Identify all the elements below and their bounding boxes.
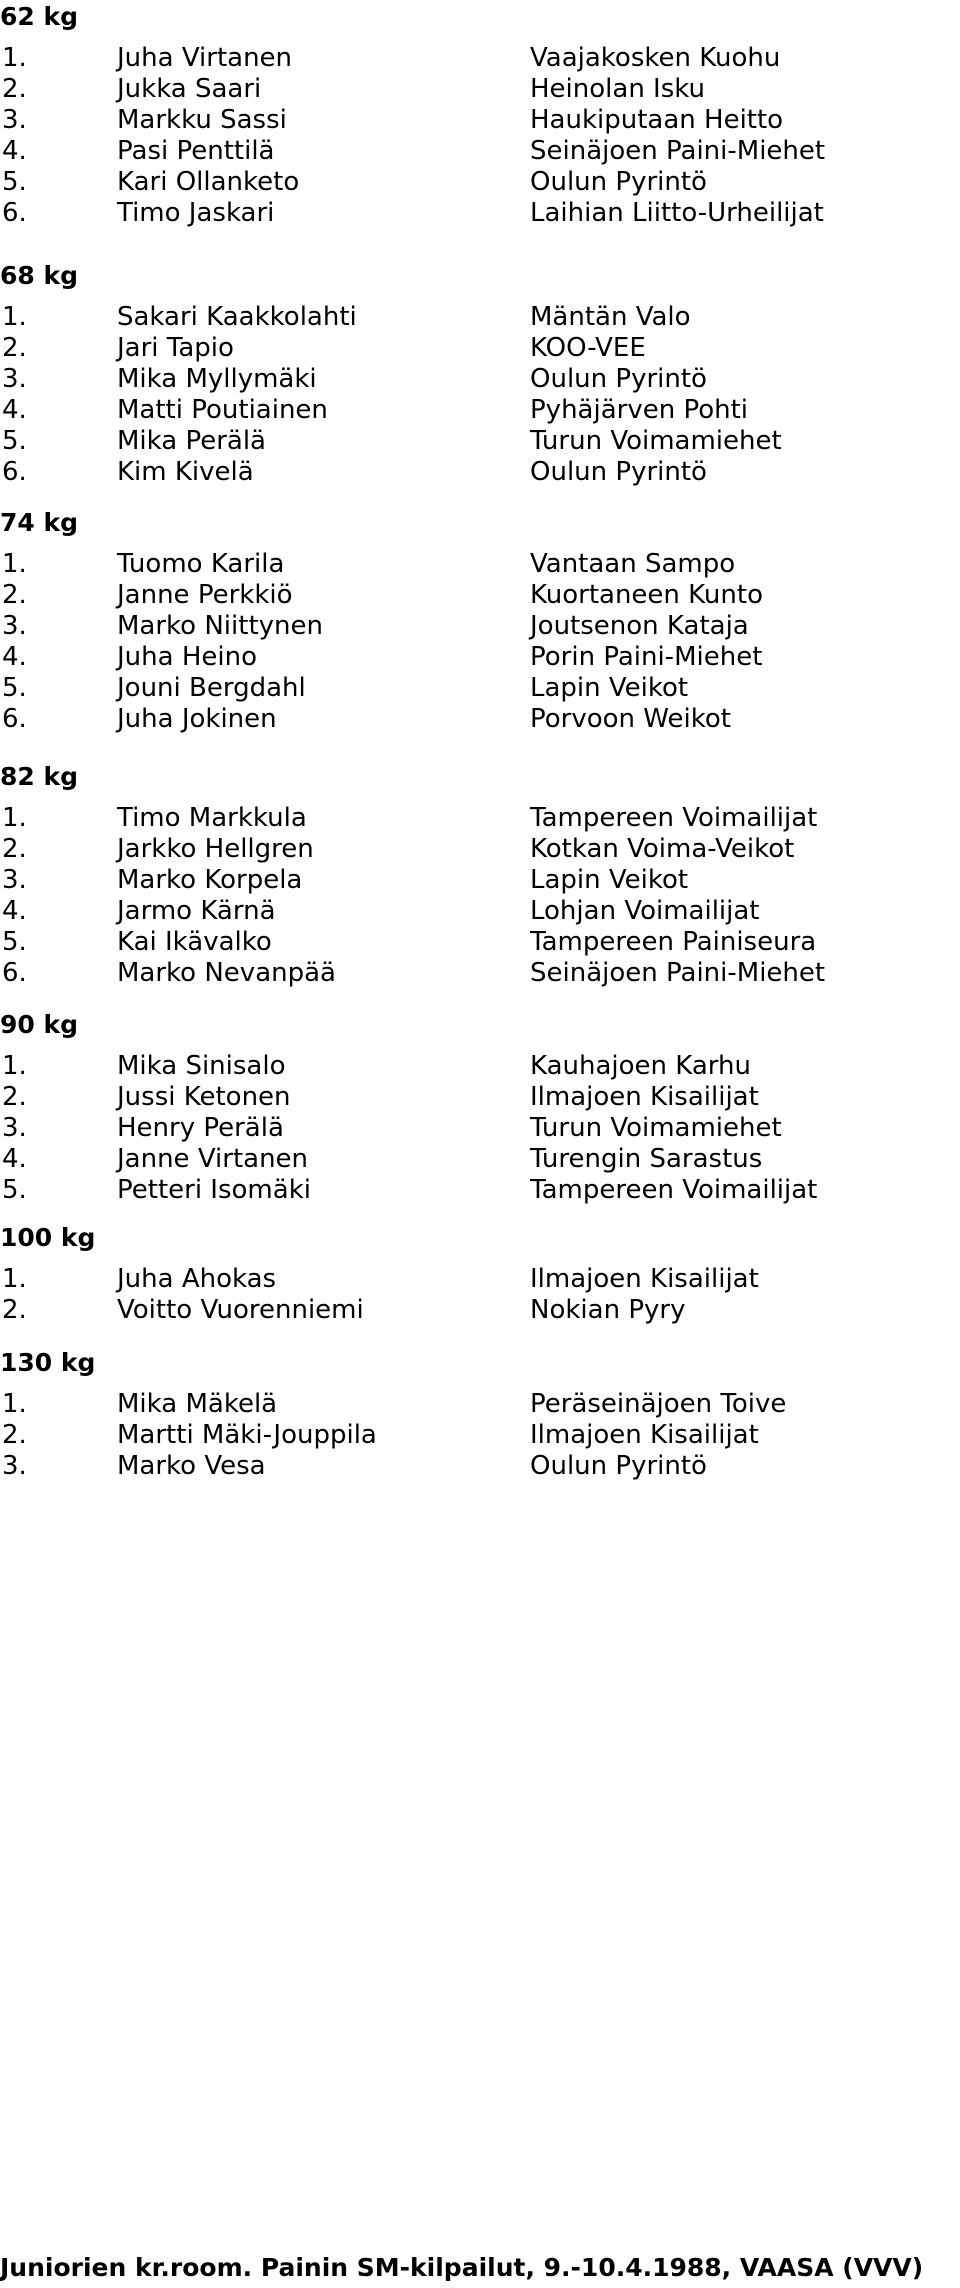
placement-rank: 2.	[2, 333, 27, 363]
placement-rank: 1.	[2, 549, 27, 579]
placement-rank: 3.	[2, 105, 27, 135]
weight-class-heading: 68 kg	[0, 261, 79, 290]
wrestler-name: Mika Sinisalo	[117, 1051, 286, 1081]
placement-rank: 2.	[2, 580, 27, 610]
club-name: Oulun Pyrintö	[530, 1451, 707, 1481]
club-name: Ilmajoen Kisailijat	[530, 1420, 759, 1450]
placement-rank: 4.	[2, 136, 27, 166]
wrestler-name: Kim Kivelä	[117, 457, 254, 487]
placement-rank: 1.	[2, 803, 27, 833]
wrestler-name: Kari Ollanketo	[117, 167, 300, 197]
placement-rank: 3.	[2, 1451, 27, 1481]
wrestler-name: Marko Vesa	[117, 1451, 266, 1481]
club-name: Tampereen Painiseura	[530, 927, 817, 957]
club-name: Oulun Pyrintö	[530, 457, 707, 487]
placement-rank: 4.	[2, 1144, 27, 1174]
wrestler-name: Mika Perälä	[117, 426, 266, 456]
document-footer: Juniorien kr.room. Painin SM-kilpailut, 9.-10.4.1988, VAASA (VVV)	[0, 2253, 924, 2282]
placement-rank: 3.	[2, 611, 27, 641]
club-name: Haukiputaan Heitto	[530, 105, 784, 135]
club-name: Oulun Pyrintö	[530, 364, 707, 394]
placement-rank: 5.	[2, 426, 27, 456]
club-name: Peräseinäjoen Toive	[530, 1389, 787, 1419]
club-name: Vaajakosken Kuohu	[530, 43, 781, 73]
wrestler-name: Tuomo Karila	[117, 549, 285, 579]
placement-rank: 6.	[2, 198, 27, 228]
placement-rank: 2.	[2, 834, 27, 864]
wrestler-name: Janne Virtanen	[117, 1144, 309, 1174]
club-name: Kotkan Voima-Veikot	[530, 834, 795, 864]
club-name: Seinäjoen Paini-Miehet	[530, 136, 826, 166]
wrestler-name: Mika Mäkelä	[117, 1389, 278, 1419]
weight-class-heading: 90 kg	[0, 1010, 79, 1039]
weight-class-heading: 62 kg	[0, 2, 79, 31]
result-row	[0, 950, 960, 996]
weight-class-heading: 100 kg	[0, 1223, 96, 1252]
club-name: Kuortaneen Kunto	[530, 580, 763, 610]
wrestler-name: Jukka Saari	[117, 74, 262, 104]
club-name: Ilmajoen Kisailijat	[530, 1082, 759, 1112]
placement-rank: 5.	[2, 673, 27, 703]
wrestler-name: Markku Sassi	[117, 105, 287, 135]
placement-rank: 5.	[2, 1175, 27, 1205]
wrestler-name: Marko Korpela	[117, 865, 303, 895]
wrestler-name: Juha Ahokas	[117, 1264, 277, 1294]
club-name: KOO-VEE	[530, 333, 646, 363]
wrestler-name: Jouni Bergdahl	[117, 673, 306, 703]
weight-class-heading: 130 kg	[0, 1348, 96, 1377]
placement-rank: 1.	[2, 1051, 27, 1081]
placement-rank: 5.	[2, 167, 27, 197]
placement-rank: 4.	[2, 642, 27, 672]
placement-rank: 2.	[2, 1420, 27, 1450]
wrestler-name: Juha Jokinen	[117, 704, 277, 734]
placement-rank: 1.	[2, 1389, 27, 1419]
wrestler-name: Jari Tapio	[117, 333, 234, 363]
wrestler-name: Timo Markkula	[117, 803, 307, 833]
club-name: Turun Voimamiehet	[530, 1113, 782, 1143]
wrestler-name: Petteri Isomäki	[117, 1175, 311, 1205]
wrestler-name: Marko Niittynen	[117, 611, 323, 641]
placement-rank: 3.	[2, 1113, 27, 1143]
club-name: Seinäjoen Paini-Miehet	[530, 958, 826, 988]
club-name: Ilmajoen Kisailijat	[530, 1264, 759, 1294]
placement-rank: 4.	[2, 395, 27, 425]
club-name: Mäntän Valo	[530, 302, 691, 332]
wrestler-name: Marko Nevanpää	[117, 958, 336, 988]
placement-rank: 1.	[2, 302, 27, 332]
placement-rank: 6.	[2, 704, 27, 734]
wrestler-name: Juha Heino	[117, 642, 257, 672]
result-row	[0, 696, 960, 742]
result-row	[0, 1443, 960, 1489]
wrestler-name: Timo Jaskari	[117, 198, 275, 228]
club-name: Kauhajoen Karhu	[530, 1051, 751, 1081]
club-name: Turengin Sarastus	[530, 1144, 763, 1174]
placement-rank: 1.	[2, 1264, 27, 1294]
club-name: Nokian Pyry	[530, 1295, 686, 1325]
wrestler-name: Matti Poutiainen	[117, 395, 328, 425]
club-name: Tampereen Voimailijat	[530, 803, 818, 833]
club-name: Porin Paini-Miehet	[530, 642, 763, 672]
wrestler-name: Sakari Kaakkolahti	[117, 302, 357, 332]
result-row	[0, 190, 960, 236]
wrestler-name: Pasi Penttilä	[117, 136, 275, 166]
placement-rank: 2.	[2, 74, 27, 104]
club-name: Vantaan Sampo	[530, 549, 736, 579]
placement-rank: 1.	[2, 43, 27, 73]
wrestler-name: Henry Perälä	[117, 1113, 284, 1143]
club-name: Porvoon Weikot	[530, 704, 731, 734]
club-name: Lapin Veikot	[530, 865, 689, 895]
wrestler-name: Jussi Ketonen	[117, 1082, 291, 1112]
club-name: Pyhäjärven Pohti	[530, 395, 749, 425]
wrestler-name: Kai Ikävalko	[117, 927, 272, 957]
wrestler-name: Jarmo Kärnä	[117, 896, 276, 926]
placement-rank: 6.	[2, 457, 27, 487]
placement-rank: 2.	[2, 1295, 27, 1325]
weight-class-heading: 74 kg	[0, 508, 79, 537]
placement-rank: 3.	[2, 364, 27, 394]
club-name: Lapin Veikot	[530, 673, 689, 703]
club-name: Joutsenon Kataja	[530, 611, 749, 641]
wrestler-name: Voitto Vuorenniemi	[117, 1295, 364, 1325]
club-name: Oulun Pyrintö	[530, 167, 707, 197]
placement-rank: 2.	[2, 1082, 27, 1112]
club-name: Heinolan Isku	[530, 74, 706, 104]
wrestler-name: Mika Myllymäki	[117, 364, 317, 394]
wrestler-name: Janne Perkkiö	[117, 580, 293, 610]
placement-rank: 3.	[2, 865, 27, 895]
placement-rank: 6.	[2, 958, 27, 988]
club-name: Tampereen Voimailijat	[530, 1175, 818, 1205]
placement-rank: 5.	[2, 927, 27, 957]
wrestler-name: Martti Mäki-Jouppila	[117, 1420, 377, 1450]
club-name: Lohjan Voimailijat	[530, 896, 760, 926]
result-row	[0, 1287, 960, 1333]
wrestler-name: Jarkko Hellgren	[117, 834, 314, 864]
result-row	[0, 1167, 960, 1213]
placement-rank: 4.	[2, 896, 27, 926]
club-name: Laihian Liitto-Urheilijat	[530, 198, 824, 228]
weight-class-heading: 82 kg	[0, 762, 79, 791]
club-name: Turun Voimamiehet	[530, 426, 782, 456]
result-row	[0, 449, 960, 495]
wrestler-name: Juha Virtanen	[117, 43, 293, 73]
